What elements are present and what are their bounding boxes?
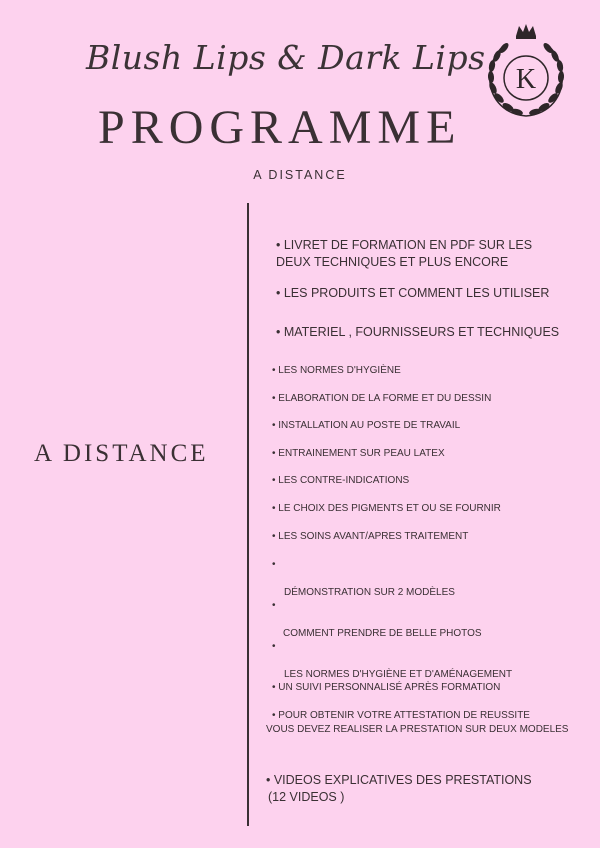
programme-item [272, 640, 512, 682]
programme-item-line: DÉMONSTRATION SUR 2 MODÈLES [284, 587, 455, 598]
logo-letter: K [515, 64, 537, 95]
programme-item [272, 447, 445, 461]
programme-item [272, 558, 455, 600]
programme-item [276, 285, 549, 302]
programme-item-line: VOUS DEVEZ REALISER LA PRESTATION SUR DEUX MODELES [266, 724, 569, 735]
programme-item-line: • LES PRODUITS ET COMMENT LES UTILISER [276, 286, 550, 300]
programme-item [272, 392, 491, 406]
page-title: PROGRAMME [98, 101, 462, 154]
programme-item [272, 530, 468, 544]
programme-item-line: DEUX TECHNIQUES ET PLUS ENCORE [276, 255, 509, 269]
script-title: Blush Lips & Dark Lips [86, 38, 486, 77]
programme-item-line: • INSTALLATION AU POSTE DE TRAVAIL [272, 420, 461, 431]
programme-item-line: • [272, 600, 276, 611]
programme-item [272, 419, 460, 433]
programme-item-line: • LES SOINS AVANT/APRES TRAITEMENT [272, 531, 469, 542]
crown-icon [516, 24, 536, 39]
programme-item-line: • [272, 641, 276, 652]
programme-item-line: • MATERIEL , FOURNISSEURS ET TECHNIQUES [276, 325, 560, 339]
programme-item-line: • POUR OBTENIR VOTRE ATTESTATION DE REUSSITE [272, 710, 530, 721]
programme-item-line: (12 VIDEOS ) [268, 790, 345, 804]
programme-item [276, 324, 559, 341]
subtitle: A DISTANCE [253, 168, 347, 182]
programme-item-line: • VIDEOS EXPLICATIVES DES PRESTATIONS [266, 773, 532, 787]
programme-item-line: • [272, 559, 276, 570]
laurel-crown-logo [482, 22, 570, 122]
programme-item-line: • ELABORATION DE LA FORME ET DU DESSIN [272, 393, 492, 404]
programme-item [272, 364, 401, 378]
programme-item-line: • LIVRET DE FORMATION EN PDF SUR LES [276, 238, 533, 252]
side-label: A DISTANCE [34, 440, 209, 467]
programme-item-line: • LE CHOIX DES PIGMENTS ET OU SE FOURNIR [272, 503, 501, 514]
programme-item-line: • LES NORMES D'HYGIÈNE [272, 365, 401, 376]
programme-item-line: • LES CONTRE-INDICATIONS [272, 475, 410, 486]
programme-item [276, 237, 532, 271]
programme-item [272, 502, 501, 516]
programme-item-line: • ENTRAINEMENT SUR PEAU LATEX [272, 448, 445, 459]
programme-item [272, 599, 482, 641]
programme-item [272, 681, 500, 695]
programme-item-line: • UN SUIVI PERSONNALISÉ APRÈS FORMATION [272, 682, 501, 693]
programme-item [266, 772, 532, 806]
programme-item-line: COMMENT PRENDRE DE BELLE PHOTOS [283, 628, 482, 639]
vertical-divider [247, 203, 249, 826]
programme-item-line: LES NORMES D'HYGIÈNE ET D'AMÉNAGEMENT [284, 669, 513, 680]
programme-item [266, 709, 569, 737]
programme-item [272, 474, 409, 488]
